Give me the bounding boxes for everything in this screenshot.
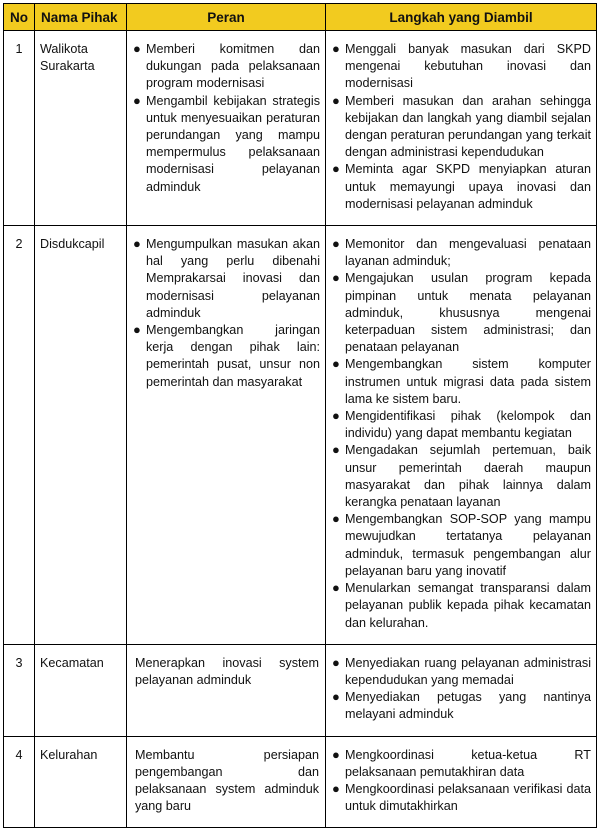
- table-row: [4, 31, 597, 226]
- header-nama-pihak: Nama Pihak: [35, 4, 127, 31]
- bullet-icon: ●: [133, 92, 141, 108]
- list-item: ● Memberi masukan dan arahan sehingga kebijakan dan langkah yang diambil sejalan dengan peraturan perundangan yang terkait dengan administrasi kependudukan: [332, 92, 591, 160]
- bullet-icon: ●: [332, 689, 340, 705]
- bullet-icon: ●: [332, 356, 340, 372]
- list-item: ● Mengambil kebijakan strategis untuk menyesuaikan peraturan perundangan yang mampu mempermulus pelaksanaan modernisasi pelayanan adminduk: [133, 92, 320, 194]
- list-item: ● Mengkoordinasi pelaksanaan verifikasi data untuk dimutakhirkan: [332, 780, 591, 814]
- row-peran: [127, 226, 326, 645]
- table-row: [4, 226, 597, 645]
- bullet-icon: ●: [332, 746, 340, 762]
- bullet-icon: ●: [332, 580, 340, 596]
- bullet-icon: ●: [332, 511, 340, 527]
- bullet-icon: ●: [332, 92, 340, 108]
- list-item: ● Memonitor dan mengevaluasi penataan layanan adminduk;: [332, 236, 591, 269]
- list-item: ● Menyediakan petugas yang nantinya melayani adminduk: [332, 689, 591, 722]
- bullet-icon: ●: [332, 236, 340, 252]
- list-item: ● Menggali banyak masukan dari SKPD mengenai kebutuhan inovasi dan modernisasi: [332, 41, 591, 91]
- list-item: ● Mengembangkan sistem komputer instrumen untuk migrasi data pada sistem lama ke sistem baru.: [332, 356, 591, 406]
- bullet-icon: ●: [332, 270, 340, 286]
- header-peran: Peran: [127, 4, 326, 31]
- row-peran: [127, 31, 326, 226]
- list-item: ● Mengumpulkan masukan akan hal yang perlu dibenahi Memprakarsai inovasi dan modernisasi pelayanan adminduk: [133, 236, 320, 320]
- row-number: 4: [4, 736, 35, 828]
- bullet-icon: ●: [332, 442, 340, 458]
- list-item: ● Mengkoordinasi ketua-ketua RT pelaksanaan pemutakhiran data: [332, 746, 591, 779]
- header-row: [4, 4, 597, 31]
- row-pihak: Walikota Surakarta: [35, 31, 127, 226]
- bullet-icon: ●: [332, 408, 340, 424]
- row-peran: Menerapkan inovasi system pelayanan adminduk: [127, 644, 326, 736]
- bullet-icon: ●: [332, 780, 340, 796]
- row-langkah: [326, 226, 597, 645]
- list-item: ● Menularkan semangat transparansi dalam pelayanan publik kepada pihak kecamatan dan kelurahan.: [332, 580, 591, 630]
- row-number: 1: [4, 31, 35, 226]
- bullet-icon: ●: [332, 41, 340, 56]
- row-pihak: Disdukcapil: [35, 226, 127, 645]
- header-langkah: Langkah yang Diambil: [326, 4, 597, 31]
- list-item: ● Mengembangkan SOP-SOP yang mampu mewujudkan tertatanya pelayanan adminduk, termasuk pengembangan alur pelayanan baru yang inovatif: [332, 511, 591, 578]
- bullet-icon: ●: [133, 322, 141, 338]
- list-item: ● Meminta agar SKPD menyiapkan aturan untuk memayungi upaya inovasi dan modernisasi pelayanan adminduk: [332, 161, 591, 211]
- roles-table: [3, 3, 597, 828]
- row-peran: Membantu persiapan pengembangan dan pelaksanaan system adminduk yang baru: [127, 736, 326, 828]
- header-no: No: [4, 4, 35, 31]
- list-item: ● Memberi komitmen dan dukungan pada pelaksanaan program modernisasi: [133, 41, 320, 91]
- row-number: 3: [4, 644, 35, 736]
- row-number: 2: [4, 226, 35, 645]
- bullet-icon: ●: [332, 654, 340, 670]
- list-item: ● Mengadakan sejumlah pertemuan, baik unsur pemerintah daerah maupun masyarakat dan pihak lainnya dalam kerangka penataan layanan: [332, 442, 591, 510]
- bullet-icon: ●: [332, 161, 340, 177]
- row-langkah: [326, 644, 597, 736]
- list-item: ● Mengembangkan jaringan kerja dengan pihak lain: pemerintah pusat, unsur non pemerintah dan masyarakat: [133, 322, 320, 389]
- bullet-icon: ●: [133, 41, 141, 56]
- list-item: ● Menyediakan ruang pelayanan administrasi kependudukan yang memadai: [332, 654, 591, 687]
- row-pihak: Kelurahan: [35, 736, 127, 828]
- row-pihak: Kecamatan: [35, 644, 127, 736]
- list-item: ● Mengidentifikasi pihak (kelompok dan individu) yang dapat membantu kegiatan: [332, 408, 591, 441]
- row-langkah: [326, 31, 597, 226]
- bullet-icon: ●: [133, 236, 141, 252]
- list-item: ● Mengajukan usulan program kepada pimpinan untuk menata pelayanan adminduk, khususnya mengenai keterpaduan sistem administrasi; dan penataan pelayanan: [332, 270, 591, 355]
- table-row: [4, 644, 597, 736]
